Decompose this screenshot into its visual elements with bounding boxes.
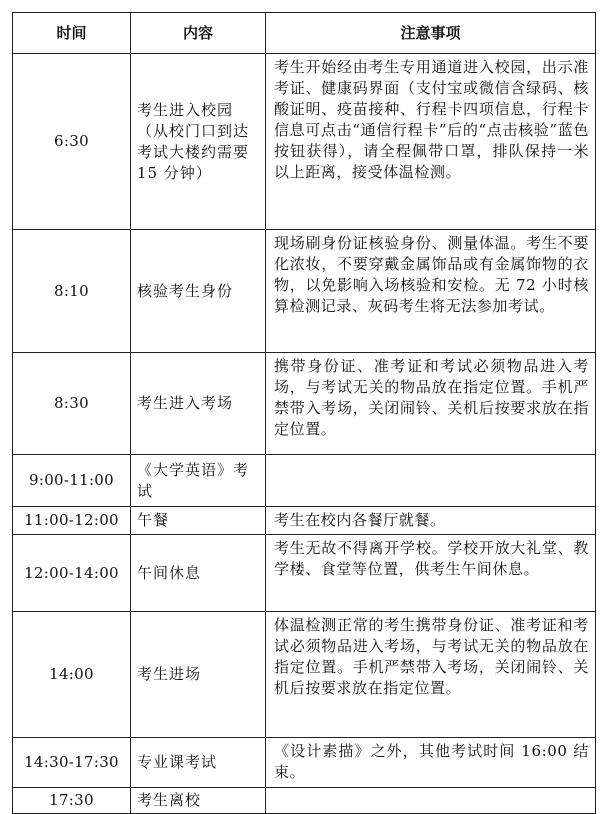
notes-cell: 考生在校内各餐厅就餐。: [266, 507, 596, 535]
content-cell: 专业课考试: [131, 738, 266, 788]
time-cell: 8:30: [13, 353, 131, 455]
notes-cell: 考生开始经由考生专用通道进入校园，出示准考证、健康码界面（支付宝或微信含绿码、核酸证明、疫苗接种、行程卡四项信息，行程卡信息可点击“通信行程卡”后的“点击核验”蓝色按钮获得），请全程佩带口罩，排队保持一米以上距离，接受体温检测。: [266, 54, 596, 230]
table-row: [13, 230, 596, 353]
table-row: [13, 507, 596, 535]
time-cell: 17:30: [13, 788, 131, 814]
content-cell: 《大学英语》考试: [131, 455, 266, 507]
exam-schedule-table: [12, 12, 596, 814]
notes-cell: [266, 788, 596, 814]
time-cell: 11:00-12:00: [13, 507, 131, 535]
notes-cell: 现场刷身份证核验身份、测量体温。考生不要化浓妆，不要穿戴金属饰品或有金属饰物的衣物，以免影响入场核验和安检。无 72 小时核算检测记录、灰码考生将无法参加考试。: [266, 230, 596, 353]
table-row: [13, 612, 596, 738]
content-cell: 考生进入校园（从校门口到达考试大楼约需要 15 分钟）: [131, 54, 266, 230]
table-row: [13, 353, 596, 455]
table-row: [13, 54, 596, 230]
notes-cell: 携带身份证、准考证和考试必须物品进入考场，与考试无关的物品放在指定位置。手机严禁带入考场，关闭闹铃、关机后按要求放在指定位置。: [266, 353, 596, 455]
time-cell: 14:00: [13, 612, 131, 738]
header-row: [13, 13, 596, 54]
time-cell: 14:30-17:30: [13, 738, 131, 788]
notes-cell: 《设计素描》之外，其他考试时间 16:00 结束。: [266, 738, 596, 788]
notes-cell: [266, 455, 596, 507]
notes-cell: 考生无故不得离开学校。学校开放大礼堂、教学楼、食堂等位置，供考生午间休息。: [266, 535, 596, 612]
time-cell: 12:00-14:00: [13, 535, 131, 612]
table-row: [13, 535, 596, 612]
content-cell: 考生离校: [131, 788, 266, 814]
schedule-sheet: [12, 12, 595, 814]
content-cell: 考生进入考场: [131, 353, 266, 455]
time-cell: 8:10: [13, 230, 131, 353]
time-cell: 6:30: [13, 54, 131, 230]
notes-cell: 体温检测正常的考生携带身份证、准考证和考试必须物品进入考场，与考试无关的物品放在指定位置。手机严禁带入考场，关闭闹铃、关机后按要求放在指定位置。: [266, 612, 596, 738]
content-cell: 考生进场: [131, 612, 266, 738]
content-cell: 核验考生身份: [131, 230, 266, 353]
content-cell: 午间休息: [131, 535, 266, 612]
time-cell: 9:00-11:00: [13, 455, 131, 507]
header-time: 时间: [13, 13, 131, 54]
content-cell: 午餐: [131, 507, 266, 535]
table-row: [13, 455, 596, 507]
header-notes: 注意事项: [266, 13, 596, 54]
table-row: [13, 788, 596, 814]
table-row: [13, 738, 596, 788]
header-content: 内容: [131, 13, 266, 54]
